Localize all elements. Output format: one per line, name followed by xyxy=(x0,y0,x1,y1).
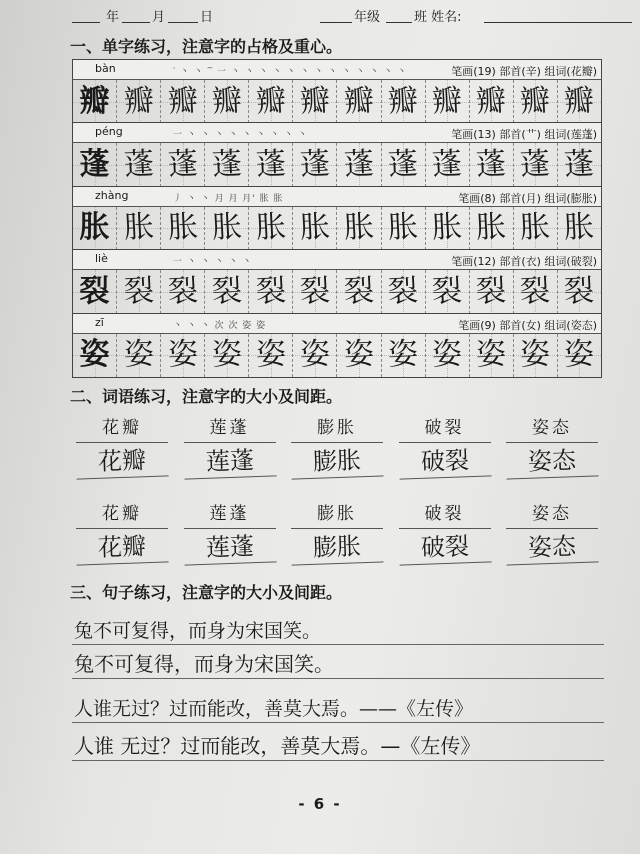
handwritten-word: 膨胀 xyxy=(290,527,383,565)
handwritten-character: 瓣 xyxy=(122,82,155,120)
word-practice-block-2 xyxy=(76,500,598,564)
word-column xyxy=(506,414,598,478)
tian-grid-cell xyxy=(293,80,337,123)
tian-grid-cell xyxy=(426,334,470,377)
model-character: 瓣 xyxy=(79,83,110,119)
tian-grid-cell xyxy=(161,80,205,123)
tian-grid-cell xyxy=(161,334,205,377)
handwritten-character: 胀 xyxy=(122,209,155,247)
tian-grid-cell xyxy=(249,80,293,123)
stroke-order: ⼀ ⼂ ⼂ ⼂ ⼂ ⼂ xyxy=(173,257,253,268)
handwritten-character: 蓬 xyxy=(122,146,155,183)
model-character: 蓬 xyxy=(79,147,110,183)
tian-grid-cell xyxy=(161,207,205,250)
handwritten-character: 胀 xyxy=(299,209,331,247)
tian-grid-cell xyxy=(161,270,205,313)
word-column xyxy=(291,414,383,478)
stroke-order: ⼀ ⼂ ⼂ ⼂ ⼂ ⼂ ⼂ ⼂ ⼂ ⼂ xyxy=(173,130,308,141)
section1-title: 一、单字练习，注意字的占格及重心。 xyxy=(70,37,343,56)
tian-grid-cell xyxy=(558,80,601,123)
grid-row xyxy=(72,186,602,249)
tian-grid-cell xyxy=(426,80,470,123)
handwritten-character: 瓣 xyxy=(210,82,243,120)
handwritten-character: 瓣 xyxy=(343,82,375,120)
tian-grid-cell xyxy=(426,143,470,186)
handwritten-character: 瓣 xyxy=(166,82,199,120)
tian-grid-cell xyxy=(470,80,514,123)
handwritten-word: 莲蓬 xyxy=(183,441,276,479)
char-info: 笔画(12) 部首(衣) 组词(破裂) xyxy=(451,255,597,269)
handwritten-character: 姿 xyxy=(343,336,375,374)
class-name-label: 班 姓名: xyxy=(414,10,462,25)
tian-grid-cell xyxy=(558,270,601,313)
char-info: 笔画(19) 部首(辛) 组词(花瓣) xyxy=(451,65,597,78)
word-column xyxy=(184,414,276,478)
pinyin-label: zhàng xyxy=(95,188,129,202)
handwritten-character: 蓬 xyxy=(254,146,287,183)
grid-row xyxy=(72,59,602,122)
handwritten-word: 膨胀 xyxy=(290,441,383,479)
tian-grid-cell xyxy=(117,80,161,123)
sentence-1-handwritten: 兔不可复得，而身为宋国笑。 xyxy=(72,648,604,679)
word-practice-block-1 xyxy=(76,414,598,478)
handwritten-character: 姿 xyxy=(431,336,464,374)
model-word: 莲蓬 xyxy=(184,414,276,443)
tian-grid-cell xyxy=(382,334,426,377)
handwritten-word: 花瓣 xyxy=(75,441,168,479)
handwritten-character: 蓬 xyxy=(343,146,375,183)
tian-grid-cell xyxy=(205,270,249,313)
tian-grid-cell xyxy=(514,80,558,123)
char-cells xyxy=(72,142,602,187)
tian-grid-cell xyxy=(73,334,117,377)
handwritten-character: 裂 xyxy=(343,273,375,310)
char-info: 笔画(13) 部首(艹) 组词(莲蓬) xyxy=(451,128,597,142)
model-word: 姿态 xyxy=(506,414,598,443)
handwritten-character: 蓬 xyxy=(166,146,199,183)
stroke-order: ⼂ ⼂ ⼂ 次 次 姿 姿 xyxy=(173,320,267,331)
tian-grid-cell xyxy=(337,80,381,123)
handwritten-character: 姿 xyxy=(254,336,287,374)
word-column xyxy=(506,500,598,564)
tian-grid-cell xyxy=(205,80,249,123)
tian-grid-cell xyxy=(249,143,293,186)
pinyin-label: bàn xyxy=(95,62,116,75)
tian-grid-cell xyxy=(73,270,117,313)
tian-grid-cell xyxy=(205,207,249,250)
year-label: 年 xyxy=(106,10,120,25)
row-header xyxy=(72,313,602,334)
tian-grid-cell xyxy=(117,143,161,186)
handwritten-character: 蓬 xyxy=(387,146,419,183)
tian-grid-cell xyxy=(73,207,117,250)
tian-grid-cell xyxy=(205,143,249,186)
tian-grid-cell xyxy=(514,207,558,250)
handwritten-character: 胀 xyxy=(519,209,552,247)
handwritten-character: 蓬 xyxy=(519,146,552,183)
handwritten-character: 瓣 xyxy=(519,82,552,120)
model-word: 破裂 xyxy=(399,500,491,529)
tian-grid-cell xyxy=(514,143,558,186)
char-info: 笔画(8) 部首(月) 组词(膨胀) xyxy=(458,191,597,205)
grid-row xyxy=(72,249,602,312)
handwritten-word: 莲蓬 xyxy=(183,527,276,565)
handwritten-character: 裂 xyxy=(431,273,464,310)
pinyin-label: liè xyxy=(95,252,108,266)
handwritten-word: 姿态 xyxy=(505,441,598,479)
model-character: 裂 xyxy=(79,273,110,309)
handwritten-character: 姿 xyxy=(122,336,155,374)
tian-grid-cell xyxy=(161,143,205,186)
character-grid xyxy=(72,59,602,376)
char-cells xyxy=(72,333,602,378)
handwritten-character: 瓣 xyxy=(475,82,508,120)
tian-grid-cell xyxy=(117,207,161,250)
word-column xyxy=(76,414,168,478)
handwritten-word: 姿态 xyxy=(505,527,598,565)
handwritten-character: 裂 xyxy=(519,273,552,310)
handwritten-character: 裂 xyxy=(210,273,243,310)
month-label: 月 xyxy=(152,10,166,25)
handwritten-character: 瓣 xyxy=(387,82,419,120)
tian-grid-cell xyxy=(249,207,293,250)
tian-grid-cell xyxy=(73,143,117,186)
model-word: 膨胀 xyxy=(291,500,383,529)
tian-grid-cell xyxy=(249,334,293,377)
handwritten-character: 胀 xyxy=(166,209,199,247)
handwritten-character: 裂 xyxy=(166,273,199,310)
stroke-order: 丿 ⼂ ⼂ 月 月 月' 胀 胀 xyxy=(173,193,284,204)
tian-grid-cell xyxy=(558,334,601,377)
grade-label: 年级 xyxy=(354,10,381,25)
section2-title: 二、词语练习，注意字的大小及间距。 xyxy=(70,387,343,406)
tian-grid-cell xyxy=(293,270,337,313)
handwritten-character: 姿 xyxy=(475,336,508,374)
word-column xyxy=(184,500,276,564)
char-cells xyxy=(72,206,602,251)
row-header xyxy=(72,59,602,80)
handwritten-character: 姿 xyxy=(166,336,199,374)
model-word: 膨胀 xyxy=(291,414,383,443)
handwritten-character: 胀 xyxy=(210,209,243,247)
tian-grid-cell xyxy=(514,270,558,313)
handwritten-character: 瓣 xyxy=(254,82,287,120)
tian-grid-cell xyxy=(293,207,337,250)
tian-grid-cell xyxy=(337,270,381,313)
model-word: 破裂 xyxy=(399,414,491,443)
tian-grid-cell xyxy=(293,143,337,186)
tian-grid-cell xyxy=(117,334,161,377)
char-cells xyxy=(72,79,602,124)
model-character: 姿 xyxy=(79,337,110,373)
handwritten-character: 裂 xyxy=(299,273,331,310)
handwritten-character: 姿 xyxy=(519,336,552,374)
day-label: 日 xyxy=(200,10,214,25)
handwritten-character: 裂 xyxy=(475,273,508,310)
handwritten-character: 裂 xyxy=(254,273,287,310)
page-number: - 6 - xyxy=(298,795,342,813)
tian-grid-cell xyxy=(470,334,514,377)
tian-grid-cell xyxy=(249,270,293,313)
handwritten-character: 姿 xyxy=(210,336,243,374)
handwritten-character: 姿 xyxy=(387,336,419,374)
handwritten-character: 姿 xyxy=(299,336,331,374)
sentence-2-handwritten: 人谁 无过？过而能改，善莫大焉。—《左传》 xyxy=(72,730,604,761)
handwritten-character: 裂 xyxy=(387,273,419,310)
model-word: 莲蓬 xyxy=(184,500,276,529)
handwritten-character: 蓬 xyxy=(475,146,508,183)
handwritten-character: 裂 xyxy=(563,273,596,310)
handwritten-character: 蓬 xyxy=(299,146,331,183)
tian-grid-cell xyxy=(337,207,381,250)
handwritten-character: 瓣 xyxy=(431,82,464,120)
tian-grid-cell xyxy=(558,207,601,250)
pinyin-label: péng xyxy=(95,125,123,139)
handwritten-character: 姿 xyxy=(563,336,596,374)
tian-grid-cell xyxy=(426,270,470,313)
handwritten-character: 裂 xyxy=(122,273,155,310)
model-word: 姿态 xyxy=(506,500,598,529)
tian-grid-cell xyxy=(470,270,514,313)
char-info: 笔画(9) 部首(女) 组词(姿态) xyxy=(458,318,597,332)
handwritten-character: 蓬 xyxy=(210,146,243,183)
model-word: 花瓣 xyxy=(76,414,168,443)
tian-grid-cell xyxy=(514,334,558,377)
handwritten-word: 花瓣 xyxy=(75,527,168,565)
tian-grid-cell xyxy=(73,80,117,123)
row-header xyxy=(72,186,602,207)
tian-grid-cell xyxy=(470,207,514,250)
tian-grid-cell xyxy=(205,334,249,377)
handwritten-character: 胀 xyxy=(563,209,596,247)
word-column xyxy=(399,500,491,564)
handwritten-character: 蓬 xyxy=(563,146,596,183)
tian-grid-cell xyxy=(117,270,161,313)
grid-row xyxy=(72,313,602,376)
model-word: 花瓣 xyxy=(76,500,168,529)
handwritten-character: 胀 xyxy=(475,209,508,247)
tian-grid-cell xyxy=(293,334,337,377)
grid-row xyxy=(72,122,602,185)
word-column xyxy=(291,500,383,564)
row-header xyxy=(72,249,602,270)
handwritten-character: 胀 xyxy=(254,209,287,247)
tian-grid-cell xyxy=(337,334,381,377)
handwritten-character: 胀 xyxy=(343,209,375,247)
handwritten-word: 破裂 xyxy=(398,441,491,479)
sentence-2-print: 人谁无过？过而能改，善莫大焉。——《左传》 xyxy=(72,692,604,723)
stroke-order: ‵ ⼂ ⼂ ‾ ⼀ ⼂ ⼂ ⼂ ⼂ ⼂ ⼂ ⼂ ⼂ ⼂ ⼂ ⼂ ⼂ ⼂ xyxy=(173,67,408,77)
sentence-1-print: 兔不可复得，而身为宋国笑。 xyxy=(72,614,604,645)
pinyin-label: zī xyxy=(95,315,104,329)
word-column xyxy=(76,500,168,564)
section3-title: 三、句子练习，注意字的大小及间距。 xyxy=(70,583,343,602)
tian-grid-cell xyxy=(337,143,381,186)
handwritten-word: 破裂 xyxy=(398,527,491,565)
char-cells xyxy=(72,269,602,314)
model-character: 胀 xyxy=(79,210,110,246)
handwritten-character: 蓬 xyxy=(431,146,464,183)
tian-grid-cell xyxy=(382,270,426,313)
handwritten-character: 瓣 xyxy=(563,82,596,120)
handwritten-character: 胀 xyxy=(431,209,464,247)
header-fields xyxy=(72,4,634,24)
row-header xyxy=(72,122,602,143)
tian-grid-cell xyxy=(382,207,426,250)
tian-grid-cell xyxy=(382,143,426,186)
handwritten-character: 瓣 xyxy=(299,82,331,120)
word-column xyxy=(399,414,491,478)
tian-grid-cell xyxy=(470,143,514,186)
tian-grid-cell xyxy=(558,143,601,186)
tian-grid-cell xyxy=(426,207,470,250)
handwritten-character: 胀 xyxy=(387,209,419,247)
tian-grid-cell xyxy=(382,80,426,123)
